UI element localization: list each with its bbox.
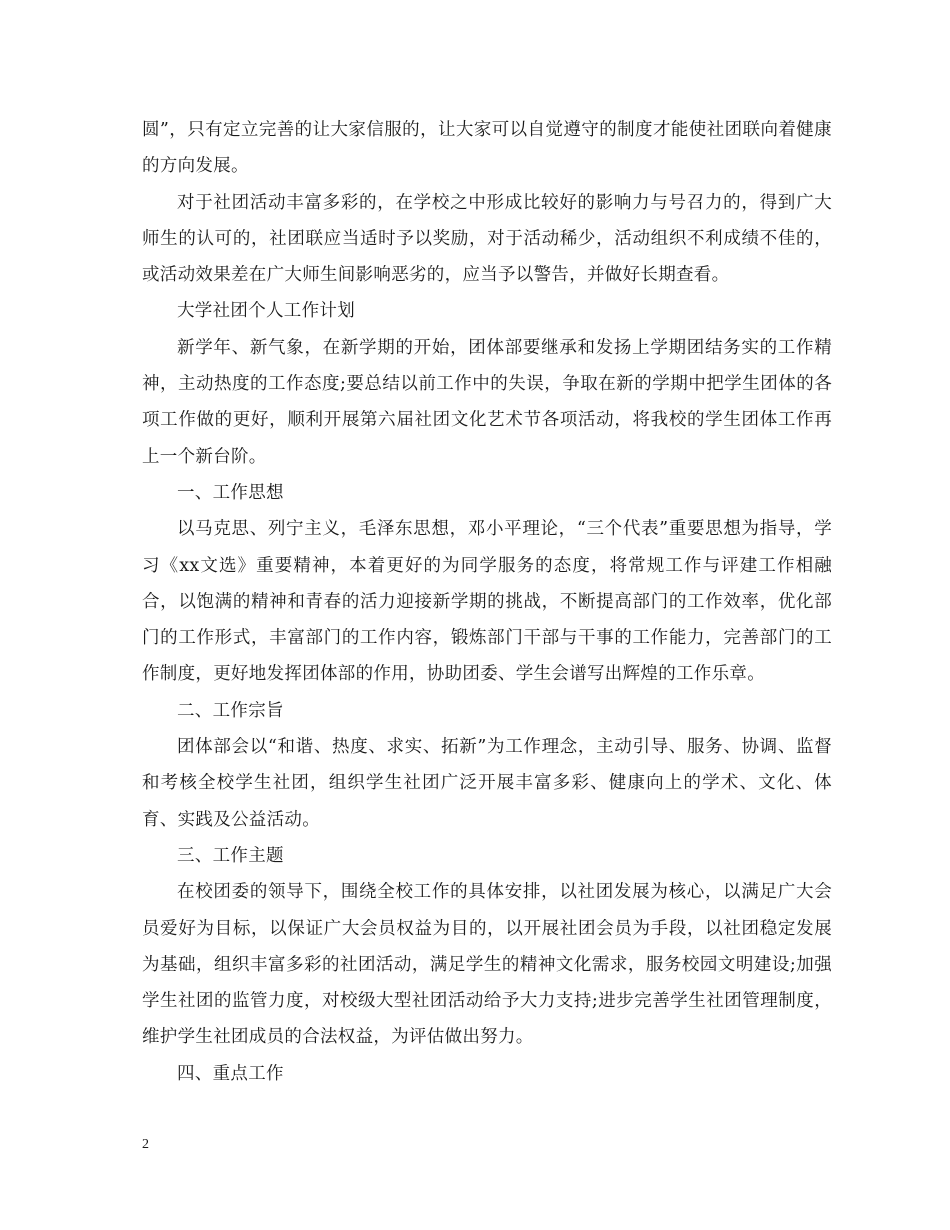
heading-work-thought: 一、工作思想: [177, 482, 284, 503]
page-number: 2: [142, 1137, 149, 1152]
paragraph-club-evaluation: 对于社团活动丰富多彩的，在学校之中形成比较好的影响力与号召力的，得到广大师生的认可的，社团联应当适时予以奖励，对于活动稀少，活动组织不利成绩不佳的，或活动效果差在广大师生间影响恶劣的，应当予以警告，并做好长期查看。: [142, 192, 832, 286]
paragraph-intro: 新学年、新气象，在新学期的开始，团体部要继承和发扬上学期团结务实的工作精神，主动热度的工作态度;要总结以前工作中的失误，争取在新的学期中把学生团体的各项工作做的更好，顺利开展第六届社团文化艺术节各项活动，将我校的学生团体工作再上一个新台阶。: [142, 337, 832, 467]
heading-work-purpose: 二、工作宗旨: [177, 700, 284, 721]
paragraph-work-purpose: 团体部会以“和谐、热度、求实、拓新”为工作理念，主动引导、服务、协调、监督和考核全校学生社团，组织学生社团广泛开展丰富多彩、健康向上的学术、文化、体育、实践及公益活动。: [142, 737, 832, 830]
heading-key-work: 四、重点工作: [177, 1063, 284, 1084]
heading-work-theme: 三、工作主题: [177, 845, 284, 866]
paragraph-continuation: 圆”，只有定立完善的让大家信服的，让大家可以自觉遵守的制度才能使社团联向着健康的方向发展。: [142, 120, 832, 177]
section-title: 大学社团个人工作计划: [177, 301, 355, 322]
paragraph-work-thought: 以马克思、列宁主义，毛泽东思想，邓小平理论，“三个代表”重要思想为指导，学习《xx文选》重要精神，本着更好的为同学服务的态度，将常规工作与评建工作相融合，以饱满的精神和青春的活力迎接新学期的挑战，不断提高部门的工作效率，优化部门的工作形式，丰富部门的工作内容，锻炼部门干部与干事的工作能力，完善部门的工作制度，更好地发挥团体部的作用，协助团委、学生会谱写出辉煌的工作乐章。: [142, 519, 832, 685]
paragraph-work-theme: 在校团委的领导下，围绕全校工作的具体安排，以社团发展为核心，以满足广大会员爱好为目标，以保证广大会员权益为目的，以开展社团会员为手段，以社团稳定发展为基础，组织丰富多彩的社团活动，满足学生的精神文化需求，服务校园文明建设;加强学生社团的监管力度，对校级大型社团活动给予大力支持;进步完善学生社团管理制度，维护学生社团成员的合法权益，为评估做出努力。: [142, 882, 832, 1048]
document-body: [142, 112, 832, 1092]
